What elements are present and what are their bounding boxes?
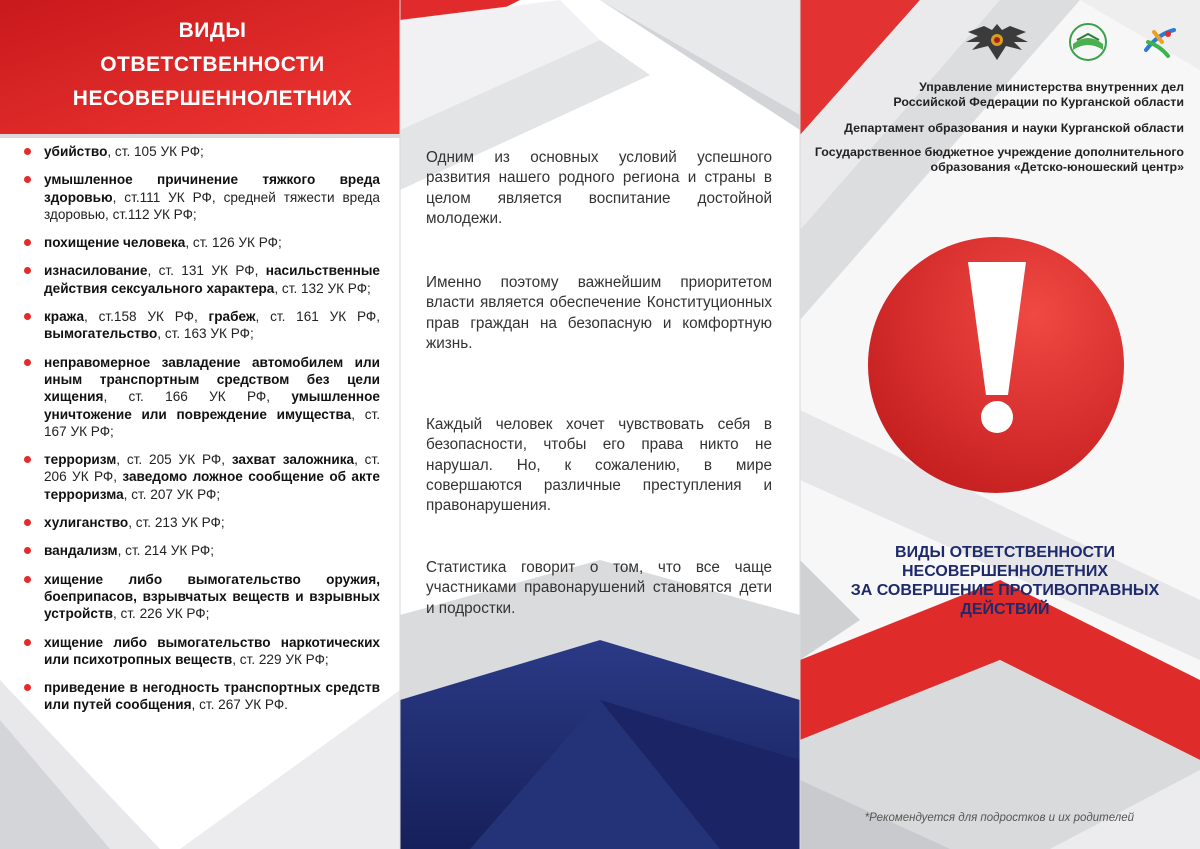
responsibility-item	[22, 234, 380, 251]
article-reference: , ст.158 УК РФ,	[84, 309, 209, 325]
responsibility-item	[22, 308, 380, 343]
article-reference: , ст. 226 УК РФ;	[112, 606, 210, 622]
article-reference: , ст. 132 УК РФ;	[274, 280, 371, 296]
org-line: образования «Детско-юношеский центр»	[930, 160, 1184, 174]
article-reference: , ст.111 УК РФ, средней тяжести вреда здоровью, ст.112 УК РФ;	[44, 189, 380, 222]
offense-name: кража	[44, 309, 85, 325]
offense-name: вандализм	[44, 543, 118, 559]
offense-name: умышленное причинение тяжкого вреда здоровью	[44, 172, 380, 205]
article-reference: , ст. 214 УК РФ;	[117, 543, 215, 559]
article-reference: , ст. 166 УК РФ,	[103, 389, 292, 405]
org-youth-center	[804, 145, 1184, 175]
education-department-logo-icon	[1063, 20, 1113, 69]
article-reference: , ст. 167 УК РФ;	[44, 406, 380, 439]
responsibility-item	[22, 143, 380, 160]
responsibility-item	[22, 542, 380, 559]
responsibility-item	[22, 679, 380, 714]
offense-name: умышленное уничтожение или повреждение имущества	[44, 389, 380, 422]
offense-name: убийство	[44, 144, 108, 159]
article-reference: , ст. 213 УК РФ;	[128, 515, 225, 531]
cover-title	[820, 543, 1190, 619]
offense-name: приведение в негодность транспортных средств или путей сообщения	[44, 680, 380, 713]
article-reference: , ст. 229 УК РФ;	[232, 651, 329, 667]
offense-name: вымогательство	[44, 326, 158, 342]
offense-name: хищение либо вымогательство оружия, боеприпасов, взрывчатых веществ и взрывных устройств	[44, 571, 380, 622]
offense-name: насильственные действия сексуального характера	[44, 263, 380, 296]
cover-title-line: ЗА СОВЕРШЕНИЕ ПРОТИВОПРАВНЫХ	[850, 582, 1160, 599]
article-reference: , ст. 105 УК РФ;	[107, 144, 204, 159]
mvd-emblem-icon	[962, 20, 1032, 69]
offense-name: хулиганство	[44, 515, 129, 531]
cover-title-line: ДЕЙСТВИЙ	[960, 601, 1050, 618]
offense-name: изнасилование	[44, 263, 148, 279]
audience-footnote: *Рекомендуется для подростков и их родителей	[864, 812, 1134, 824]
responsibility-item	[22, 451, 380, 503]
title-line: ОТВЕТСТВЕННОСТИ	[100, 53, 325, 76]
offense-name: заведомо ложное сообщение об акте терроризма	[44, 469, 380, 502]
youth-center-logo-icon	[1138, 20, 1182, 69]
article-reference: , ст. 131 УК РФ,	[147, 263, 266, 279]
offense-name: захват заложника	[231, 452, 355, 468]
org-line: Государственное бюджетное учреждение дополнительного	[814, 145, 1184, 159]
article-reference: , ст. 207 УК РФ;	[123, 486, 221, 502]
org-line: Российской Федерации по Курганской области	[893, 95, 1184, 109]
intro-paragraph-1: Одним из основных условий успешного развития нашего родного региона и страны в целом является воспитание достойной молодежи.	[426, 149, 772, 227]
offense-name: терроризм	[44, 452, 117, 468]
intro-paragraph-4: Статистика говорит о том, что все чаще участниками правонарушений становятся дети и подростки.	[426, 559, 772, 617]
offense-name: похищение человека	[44, 235, 186, 251]
title-line: ВИДЫ	[178, 19, 247, 42]
intro-paragraph-2: Именно поэтому важнейшим приоритетом власти является обеспечение Конституционных прав граждан на безопасную и комфортную жизнь.	[426, 274, 772, 352]
responsibility-item	[22, 354, 380, 440]
responsibility-list	[22, 143, 380, 725]
article-reference: , ст. 126 УК РФ;	[185, 235, 282, 251]
responsibility-item	[22, 514, 380, 531]
offense-name: хищение либо вымогательство наркотических или психотропных веществ	[44, 634, 380, 667]
org-line: Управление министерства внутренних дел	[919, 80, 1184, 94]
responsibility-item	[22, 171, 380, 223]
cover-title-line: НЕСОВЕРШЕННОЛЕТНИХ	[901, 563, 1109, 580]
article-reference: , ст. 161 УК РФ,	[255, 309, 380, 325]
article-reference: , ст. 205 УК РФ,	[116, 452, 232, 468]
responsibility-item	[22, 571, 380, 623]
article-reference: , ст. 163 УК РФ;	[157, 326, 254, 342]
org-mvd	[804, 80, 1184, 110]
left-panel-title	[0, 14, 425, 116]
offense-name: неправомерное завладение автомобилем или иным транспортным средством без цели хищения	[44, 354, 380, 405]
responsibility-item	[22, 634, 380, 669]
cover-title-line: ВИДЫ ОТВЕТСТВЕННОСТИ	[895, 544, 1115, 561]
intro-paragraph-3: Каждый человек хочет чувствовать себя в безопасности, чтобы его права никто не нарушал. Но, к сожалению, в мире совершаются различные преступления и правонарушения.	[426, 416, 772, 515]
offense-name: грабеж	[208, 309, 256, 325]
article-reference: , ст. 206 УК РФ,	[44, 452, 380, 485]
title-line: НЕСОВЕРШЕННОЛЕТНИХ	[72, 87, 353, 110]
article-reference: , ст. 267 УК РФ.	[191, 697, 288, 713]
org-education: Департамент образования и науки Курганской области	[844, 121, 1184, 135]
responsibility-item	[22, 262, 380, 297]
